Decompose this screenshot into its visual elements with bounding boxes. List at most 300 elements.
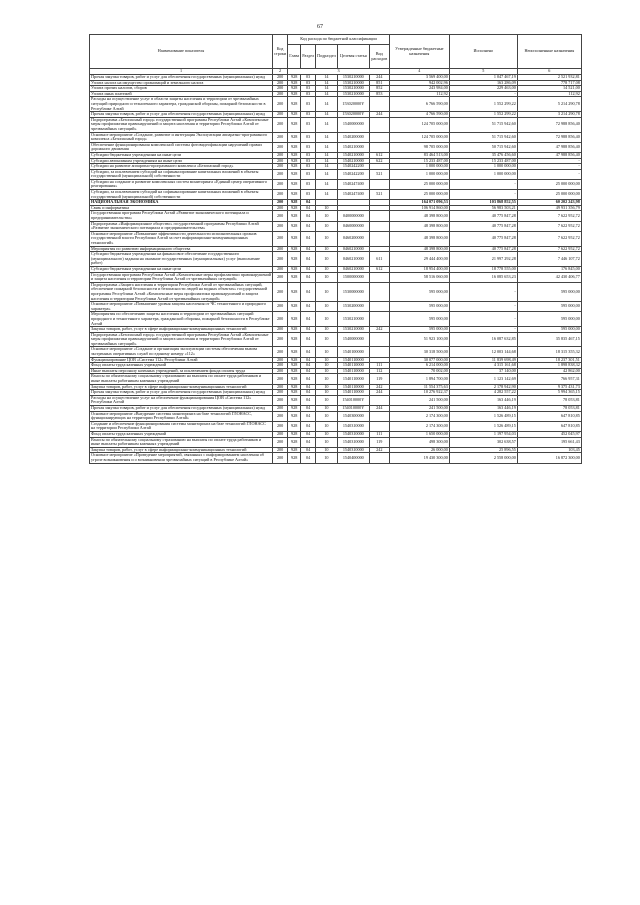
row-celevaya: 1540310000 <box>337 437 369 447</box>
row-celevaya: 1540242200 <box>337 169 369 179</box>
col-number: 5 <box>449 69 517 75</box>
row-podrazdel: 14 <box>316 132 338 142</box>
row-utv: 18 954 400,00 <box>389 266 449 272</box>
row-razdel: 04 <box>301 368 316 374</box>
row-razdel: 04 <box>301 231 316 246</box>
col-number: 2 <box>273 69 288 75</box>
row-celevaya: 1500000000 <box>337 272 369 282</box>
row-neispolneno: 595 000,00 <box>517 312 581 327</box>
row-utv: 2 174 300,00 <box>389 421 449 431</box>
row-podrazdel: 10 <box>316 221 338 231</box>
row-utv: 1 000 000,00 <box>389 169 449 179</box>
row-code: 200 <box>273 347 288 357</box>
row-ispolneno: 163 446,19 <box>449 395 517 405</box>
row-code: 200 <box>273 205 288 211</box>
row-neispolneno: 5 994 365,15 <box>517 390 581 396</box>
row-glava: 928 <box>288 97 301 112</box>
row-razdel: 04 <box>301 411 316 421</box>
row-podrazdel: 10 <box>316 437 338 447</box>
row-vid <box>369 97 389 112</box>
row-celevaya: 1540110000 <box>337 368 369 374</box>
row-podrazdel: 10 <box>316 327 338 333</box>
row-razdel: 04 <box>301 282 316 301</box>
row-glava: 928 <box>288 447 301 453</box>
header-utv: Утвержденные бюджетные назначения <box>389 35 449 69</box>
row-celevaya: 1540200000 <box>337 132 369 142</box>
row-neispolneno: 103,45 <box>517 447 581 453</box>
row-podrazdel: 14 <box>316 158 338 164</box>
row-neispolneno: 60 202 243,98 <box>517 200 581 206</box>
row-name: Закупка товаров, работ, услуг в сфере информационно-коммуникационных технологий <box>90 384 273 390</box>
row-ispolneno: 15 233 487,00 <box>449 158 517 164</box>
row-podrazdel: 14 <box>316 179 338 189</box>
row-name: Создание и обеспечение функционирования системы мониторинга на базе технологий ГЛОНАСС на территории Республики Алтай <box>90 421 273 431</box>
row-razdel: 04 <box>301 453 316 463</box>
table-row <box>90 453 582 463</box>
row-neispolneno: 7 622 952,72 <box>517 211 581 221</box>
row-vid <box>369 272 389 282</box>
row-glava: 928 <box>288 132 301 142</box>
row-razdel: 03 <box>301 169 316 179</box>
row-vid: 244 <box>369 112 389 118</box>
row-celevaya: 1540110000 <box>337 390 369 396</box>
header-kod-stroki: Код строки <box>273 35 288 69</box>
row-celevaya: 1540310000 <box>337 447 369 453</box>
row-neispolneno: 7 446 107,72 <box>517 252 581 267</box>
row-vid: 244 <box>369 390 389 396</box>
row-utv: 29 444 400,00 <box>389 252 449 267</box>
row-glava: 928 <box>288 200 301 206</box>
table-row <box>90 179 582 189</box>
row-neispolneno: 47 988 856,40 <box>517 142 581 152</box>
row-utv: 595 000,00 <box>389 282 449 301</box>
row-neispolneno: 452 045,97 <box>517 431 581 437</box>
row-name: Взносы по обязательному социальному страхованию на выплаты по оплате труда работников и иные выплаты работникам казенных учреждений <box>90 437 273 447</box>
row-ispolneno: 1 526 489,15 <box>449 421 517 431</box>
row-utv: 48 398 800,00 <box>389 221 449 231</box>
row-name: Расходы на осуществление услуг на обеспечение функционирования ЦОВ «Система 112» Республики Алтай <box>90 395 273 405</box>
row-glava: 928 <box>288 190 301 200</box>
row-razdel: 03 <box>301 75 316 81</box>
row-code: 200 <box>273 231 288 246</box>
row-neispolneno: 18 315 355,32 <box>517 347 581 357</box>
row-name: Основное мероприятие «Создание и организация эксплуатации системы обеспечения вызова экстренных оперативных служб по единому номеру «112» <box>90 347 273 357</box>
row-celevaya: 1540110000 <box>337 384 369 390</box>
row-neispolneno: 647 810,85 <box>517 411 581 421</box>
table-row <box>90 302 582 312</box>
row-code: 200 <box>273 431 288 437</box>
row-code: 200 <box>273 447 288 453</box>
row-celevaya: 154010000Y <box>337 406 369 412</box>
col-number: 4 <box>389 69 449 75</box>
row-vid <box>369 421 389 431</box>
row-vid: 852 <box>369 86 389 92</box>
row-name: Основное мероприятие «Создание, развитие и интеграция Эксплуатации аппаратно-программного комплекса «Безопасный город» <box>90 132 273 142</box>
row-name: Прочая закупка товаров, работ и услуг для обеспечения государственных (муниципальных) нужд <box>90 112 273 118</box>
row-vid: 112 <box>369 368 389 374</box>
row-utv: 98 705 000,00 <box>389 142 449 152</box>
row-razdel: 03 <box>301 86 316 92</box>
row-celevaya: 1540242200 <box>337 164 369 170</box>
row-glava: 928 <box>288 421 301 431</box>
row-podrazdel: 10 <box>316 431 338 437</box>
row-utv: 25 000 000,00 <box>389 179 449 189</box>
row-celevaya: 1540110000 <box>337 357 369 363</box>
row-glava: 928 <box>288 142 301 152</box>
row-neispolneno: 78 053,81 <box>517 395 581 405</box>
row-utv: 11 554 375,63 <box>389 384 449 390</box>
row-podrazdel: 14 <box>316 97 338 112</box>
row-razdel: 04 <box>301 384 316 390</box>
row-utv: 3 569 400,00 <box>389 75 449 81</box>
row-utv: 15 233 487,00 <box>389 158 449 164</box>
row-glava: 928 <box>288 112 301 118</box>
row-celevaya: 1530210000 <box>337 75 369 81</box>
row-neispolneno: 176 845,00 <box>517 266 581 272</box>
row-podrazdel: 10 <box>316 453 338 463</box>
row-utv: 595 000,00 <box>389 327 449 333</box>
row-name: Субсидии бюджетным учреждениям на иные цели <box>90 266 273 272</box>
row-name: Закупка товаров, работ, услуг в сфере информационно-коммуникационных технологий <box>90 447 273 453</box>
row-glava: 928 <box>288 211 301 221</box>
row-podrazdel: 10 <box>316 211 338 221</box>
row-code: 200 <box>273 190 288 200</box>
row-name: Субсидии автономным учреждениям на иные цели <box>90 158 273 164</box>
row-neispolneno: 18 237 301,51 <box>517 357 581 363</box>
row-vid <box>369 395 389 405</box>
row-podrazdel: 10 <box>316 252 338 267</box>
row-glava: 928 <box>288 437 301 447</box>
row-utv: 1 000 000,00 <box>389 164 449 170</box>
row-vid: 521 <box>369 169 389 179</box>
table-row <box>90 231 582 246</box>
row-neispolneno: 47 988 856,40 <box>517 152 581 158</box>
row-vid <box>369 347 389 357</box>
row-neispolneno: 7 622 952,72 <box>517 231 581 246</box>
row-glava: 928 <box>288 75 301 81</box>
row-podrazdel: 10 <box>316 246 338 252</box>
row-razdel: 04 <box>301 406 316 412</box>
row-ispolneno: 163 446,19 <box>449 406 517 412</box>
row-ispolneno: 40 775 847,28 <box>449 246 517 252</box>
row-utv: 48 398 800,00 <box>389 211 449 221</box>
row-utv: 241 500,00 <box>389 395 449 405</box>
row-ispolneno: 18 778 555,00 <box>449 266 517 272</box>
row-vid: 611 <box>369 252 389 267</box>
table-row <box>90 97 582 112</box>
row-podrazdel: 10 <box>316 205 338 211</box>
row-ispolneno: 1 552 299,22 <box>449 112 517 118</box>
row-name: Субсидии, за исключением субсидий на софинансирование капитальных вложений в объекты государственной (муниципальной) собственности <box>90 169 273 179</box>
row-vid <box>369 132 389 142</box>
row-podrazdel: 14 <box>316 75 338 81</box>
row-neispolneno: 25 000 000,00 <box>517 190 581 200</box>
row-ispolneno: 56 983 503,21 <box>449 205 517 211</box>
row-neispolneno: 7 622 952,72 <box>517 246 581 252</box>
row-razdel: 03 <box>301 112 316 118</box>
header-vid: Вид расходов <box>369 45 389 69</box>
row-utv: 30 318 500,00 <box>389 347 449 357</box>
header-celevaya: Целевая статья <box>337 45 369 69</box>
row-celevaya: 153020000Y <box>337 97 369 112</box>
row-celevaya: 1530210000 <box>337 86 369 92</box>
header-neispolneno: Неисполненные назначения <box>517 35 581 69</box>
row-celevaya: 0460200000 <box>337 231 369 246</box>
row-celevaya: 1530210000 <box>337 312 369 327</box>
row-glava: 928 <box>288 347 301 357</box>
row-razdel: 04 <box>301 302 316 312</box>
col-number: 1 <box>90 69 273 75</box>
header-glava: Глава <box>288 45 301 69</box>
row-code: 200 <box>273 221 288 231</box>
row-vid <box>369 312 389 327</box>
row-neispolneno: 595 000,00 <box>517 282 581 301</box>
row-name: Государственная программа Республики Алтай «Комплексные меры профилактики правонарушений и защита населения и территории Республики Алтай от чрезвычайных ситуаций» <box>91 272 271 282</box>
row-code: 200 <box>273 169 288 179</box>
row-utv: 124 705 000,00 <box>389 117 449 132</box>
row-code: 200 <box>273 200 288 206</box>
row-vid <box>369 302 389 312</box>
row-glava: 928 <box>288 411 301 421</box>
table-row <box>90 312 582 327</box>
table-row <box>90 190 582 200</box>
row-razdel: 03 <box>301 164 316 170</box>
row-vid <box>369 211 389 221</box>
row-glava: 928 <box>288 302 301 312</box>
row-podrazdel: 10 <box>316 231 338 246</box>
row-utv: 498 300,00 <box>389 437 449 447</box>
row-ispolneno: 4 282 557,22 <box>449 390 517 396</box>
row-glava: 928 <box>288 266 301 272</box>
row-ispolneno: 21 997 292,28 <box>449 252 517 267</box>
row-razdel: 04 <box>301 205 316 211</box>
row-vid <box>369 117 389 132</box>
row-razdel: 04 <box>301 221 316 231</box>
row-vid: 521 <box>369 190 389 200</box>
row-neispolneno: 35 835 467,15 <box>517 332 581 347</box>
row-code: 200 <box>273 91 288 97</box>
row-code: 200 <box>273 368 288 374</box>
row-neispolneno: 195 661,43 <box>517 437 581 447</box>
row-code: 200 <box>273 357 288 363</box>
row-podrazdel: 14 <box>316 117 338 132</box>
row-vid <box>369 453 389 463</box>
row-podrazdel: 14 <box>316 142 338 152</box>
row-ispolneno: 35 476 456,60 <box>449 152 517 158</box>
row-podrazdel: 14 <box>316 80 338 86</box>
row-neispolneno: - <box>517 158 581 164</box>
row-vid: 622 <box>369 158 389 164</box>
table-row <box>90 252 582 267</box>
row-ispolneno: - <box>449 302 517 312</box>
row-name: Расходы на осуществление услуг в области защиты населения и территории от чрезвычайных ситуаций природного и техногенного характера, гражданской обороны, пожарной безопасности в Республике Алтай <box>90 97 273 112</box>
row-name: Прочая закупка товаров, работ и услуг для обеспечения государственных (муниципальных) нужд <box>90 406 273 412</box>
row-name: Связь и информатика <box>90 205 273 211</box>
row-name: Уплата прочих налогов, сборов <box>90 86 273 92</box>
row-neispolneno: 7 622 952,72 <box>517 221 581 231</box>
row-glava: 928 <box>288 117 301 132</box>
row-glava: 928 <box>288 86 301 92</box>
row-glava: 928 <box>288 453 301 463</box>
page-number: 67 <box>317 24 323 30</box>
row-razdel: 04 <box>301 421 316 431</box>
row-neispolneno: 78 053,81 <box>517 406 581 412</box>
row-ispolneno: - <box>449 282 517 301</box>
row-name: Функционирование ЦОВ «Система 112» Республики Алтай <box>90 357 273 363</box>
row-vid: 119 <box>369 437 389 447</box>
row-utv: 595 000,00 <box>389 302 449 312</box>
row-glava: 928 <box>288 406 301 412</box>
row-ispolneno: 1 123 142,69 <box>449 374 517 384</box>
row-neispolneno: 766 957,31 <box>517 374 581 384</box>
row-ispolneno: - <box>449 179 517 189</box>
row-glava: 928 <box>288 246 301 252</box>
table-row <box>90 374 582 384</box>
row-ispolneno: 11 839 698,49 <box>449 357 517 363</box>
row-razdel: 04 <box>301 312 316 327</box>
row-code: 200 <box>273 158 288 164</box>
row-utv: 6 766 590,00 <box>389 97 449 112</box>
row-utv: 164 071 096,53 <box>389 200 449 206</box>
row-name: Обеспечение функционирования комплексной системы фотовидеофиксации нарушений правил дорожного движения <box>90 142 273 152</box>
row-ispolneno: 16 087 632,85 <box>449 332 517 347</box>
row-razdel: 04 <box>301 246 316 252</box>
row-utv: 1 894 700,00 <box>389 374 449 384</box>
row-name: Субсидии бюджетным учреждениям на иные цели <box>90 152 273 158</box>
row-neispolneno: 112,92 <box>517 91 581 97</box>
row-glava: 928 <box>288 374 301 384</box>
row-glava: 928 <box>288 357 301 363</box>
row-utv: 30 077 000,00 <box>389 357 449 363</box>
row-ispolneno: 40 775 847,28 <box>449 211 517 221</box>
row-glava: 928 <box>288 169 301 179</box>
row-podrazdel: 10 <box>316 363 338 369</box>
row-celevaya: 1540300000 <box>337 411 369 421</box>
row-neispolneno: 72 988 856,40 <box>517 132 581 142</box>
row-code: 200 <box>273 282 288 301</box>
row-code: 200 <box>273 374 288 384</box>
table-row <box>90 169 582 179</box>
row-razdel: 03 <box>301 132 316 142</box>
table-row <box>90 421 582 431</box>
row-glava: 928 <box>288 91 301 97</box>
row-ispolneno: 2 558 000,00 <box>449 453 517 463</box>
row-glava: 928 <box>288 80 301 86</box>
row-name: Подпрограмма «Безопасный город» государственной программы Республики Алтай «Комплексные меры профилактики правонарушений и защита населения и территории Республики Алтай от чрезвычайных ситуаций» <box>90 117 273 132</box>
row-celevaya: 1530200000 <box>337 302 369 312</box>
row-name: Субсидии, за исключением субсидий на софинансирование капитальных вложений в объекты государственной (муниципальной) собственности <box>90 190 273 200</box>
row-neispolneno: 595 000,00 <box>517 302 581 312</box>
row-name: Основное мероприятие «Повышение уровня защиты населения от ЧС техногенного и природного характера» <box>90 302 273 312</box>
row-ispolneno: 1 047 467,19 <box>449 75 517 81</box>
row-celevaya: 153020000Y <box>337 112 369 118</box>
row-code: 200 <box>273 112 288 118</box>
row-vid: 242 <box>369 327 389 333</box>
row-glava: 928 <box>288 164 301 170</box>
row-neispolneno: 72 988 856,40 <box>517 117 581 132</box>
row-neispolneno: 1 898 838,32 <box>517 363 581 369</box>
row-celevaya: 0460210000 <box>337 246 369 252</box>
row-vid: 853 <box>369 91 389 97</box>
row-ispolneno: 103 868 852,55 <box>449 200 517 206</box>
row-code: 200 <box>273 363 288 369</box>
row-vid <box>369 231 389 246</box>
row-utv: 48 398 800,00 <box>389 246 449 252</box>
row-utv: 70 002,00 <box>389 368 449 374</box>
row-ispolneno: 12 003 144,68 <box>449 347 517 357</box>
row-glava: 928 <box>288 205 301 211</box>
row-utv: 25 000 000,00 <box>389 190 449 200</box>
header-row-1 <box>90 35 582 45</box>
row-utv: 2 174 300,00 <box>389 411 449 421</box>
row-celevaya: 0460210000 <box>337 266 369 272</box>
budget-table-wrap <box>89 34 582 464</box>
table-row <box>90 142 582 152</box>
row-celevaya: 1540110000 <box>337 363 369 369</box>
table-row <box>90 395 582 405</box>
row-name: Основное мероприятие «Проведение мероприятий, связанных с информированием населения об угрозе возникновения и о возникновении чрезвычайных ситуаций в Республике Алтай» <box>90 453 273 463</box>
row-code: 200 <box>273 332 288 347</box>
row-vid: 242 <box>369 384 389 390</box>
row-neispolneno: 49 931 356,79 <box>517 205 581 211</box>
header-razdel: Раздел <box>301 45 316 69</box>
row-podrazdel: 14 <box>316 164 338 170</box>
row-ispolneno: - <box>449 190 517 200</box>
row-vid: 111 <box>369 431 389 437</box>
row-glava: 928 <box>288 384 301 390</box>
row-vid: 111 <box>369 363 389 369</box>
table-row <box>90 272 582 282</box>
row-glava: 928 <box>288 431 301 437</box>
row-code: 200 <box>273 164 288 170</box>
row-ispolneno: 25 896,55 <box>449 447 517 453</box>
row-podrazdel: 10 <box>316 406 338 412</box>
row-vid <box>369 411 389 421</box>
row-code: 200 <box>273 437 288 447</box>
row-utv: 6 214 000,00 <box>389 363 449 369</box>
row-code: 200 <box>273 395 288 405</box>
row-ispolneno: 51 715 942,60 <box>449 132 517 142</box>
row-razdel: 04 <box>301 431 316 437</box>
row-ispolneno: 50 715 942,60 <box>449 142 517 152</box>
header-podrazdel: Подраздел <box>316 45 338 69</box>
row-celevaya: 1540400000 <box>337 453 369 463</box>
row-celevaya: 1540310000 <box>337 431 369 437</box>
row-name: Уплата налога на имущество организаций и земельного налога <box>90 80 273 86</box>
row-vid: 242 <box>369 447 389 453</box>
row-razdel: 03 <box>301 91 316 97</box>
table-row <box>90 347 582 357</box>
row-podrazdel: 14 <box>316 91 338 97</box>
row-podrazdel: 14 <box>316 86 338 92</box>
row-neispolneno: - <box>517 169 581 179</box>
row-celevaya: 1530000000 <box>337 282 369 301</box>
row-name: Прочая закупка товаров, работ и услуг для обеспечения государственных (муниципальных) нужд <box>90 390 273 396</box>
row-utv: 241 500,00 <box>389 406 449 412</box>
row-razdel: 03 <box>301 152 316 158</box>
row-razdel: 03 <box>301 142 316 152</box>
row-ispolneno: 163 286,09 <box>449 80 517 86</box>
row-name: Субсидии на создание и развитие комплексных систем мониторинга «Единый центр оперативного реагирования» <box>90 179 273 189</box>
row-podrazdel: 10 <box>316 421 338 431</box>
row-vid <box>369 332 389 347</box>
row-glava: 928 <box>288 327 301 333</box>
row-utv: 19 430 300,00 <box>389 453 449 463</box>
row-utv: 112,92 <box>389 91 449 97</box>
row-ispolneno: 40 775 847,28 <box>449 231 517 246</box>
row-code: 200 <box>273 75 288 81</box>
row-celevaya: 154010000Y <box>337 395 369 405</box>
